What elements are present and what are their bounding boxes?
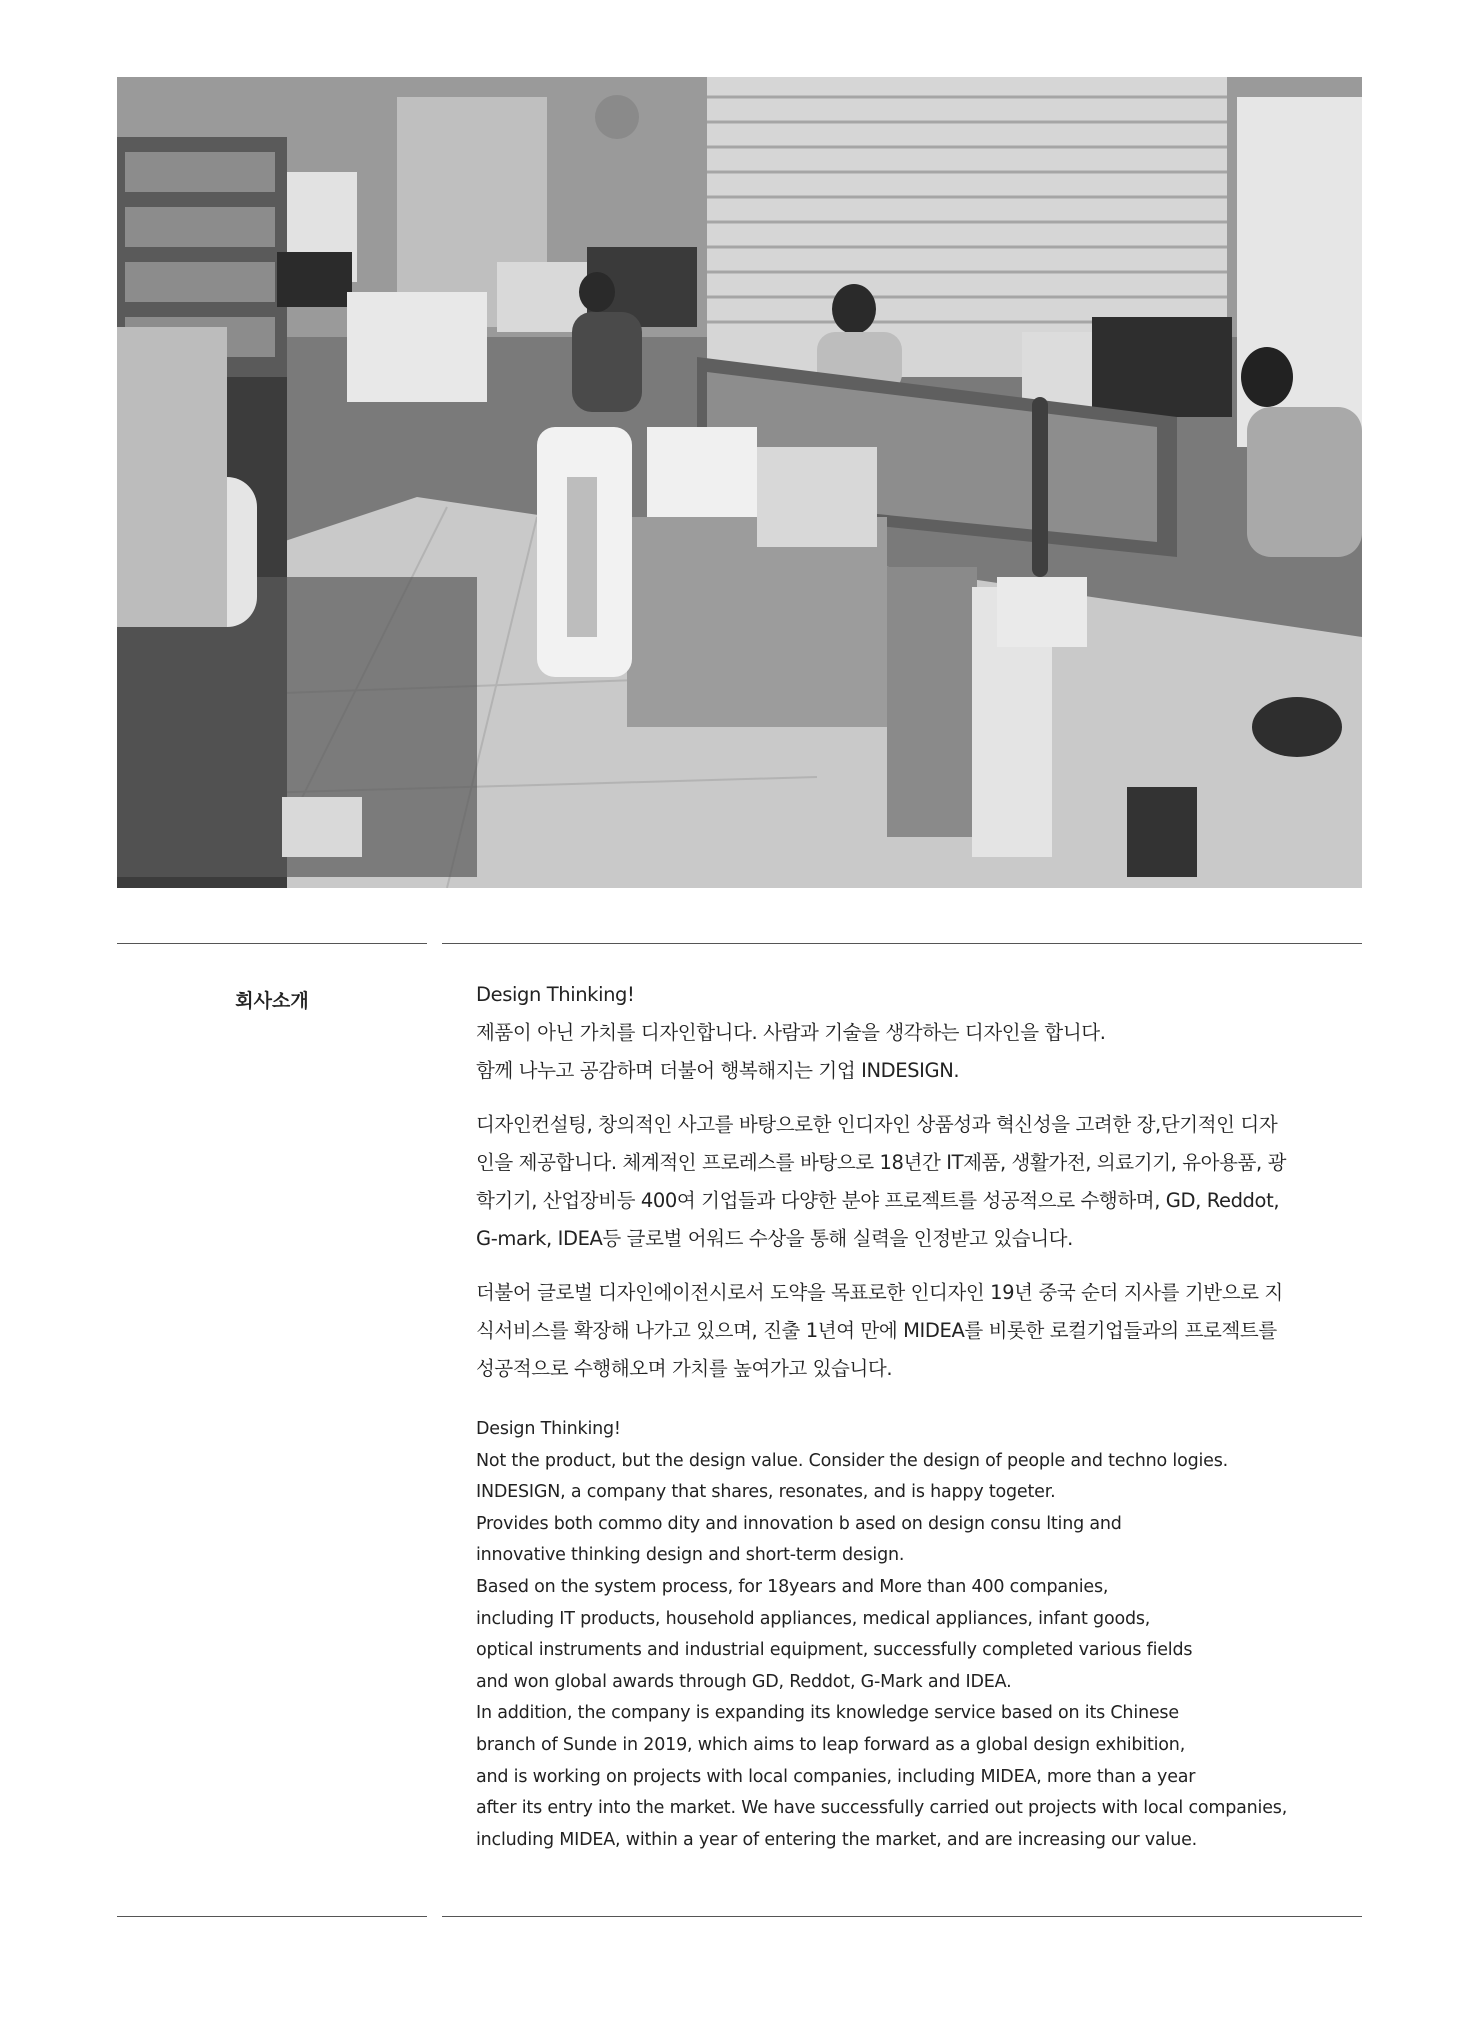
- office-photo-illustration: [117, 77, 1362, 888]
- korean-intro-line: 제품이 아닌 가치를 디자인합니다. 사람과 기술을 생각하는 디자인을 합니다.: [476, 1021, 1106, 1044]
- english-line: branch of Sunde in 2019, which aims to leap forward as a global design exhibition,: [476, 1734, 1186, 1755]
- korean-paragraph-1: [476, 1106, 1366, 1258]
- korean-paragraph-2: [476, 1274, 1366, 1388]
- divider-left-bottom: [117, 1916, 427, 1917]
- korean-text: [476, 976, 1366, 1388]
- divider-left-top: [117, 943, 427, 944]
- korean-paragraph-line: 디자인컨설팅, 창의적인 사고를 바탕으로한 인디자인 상품성과 혁신성을 고려한 장,단기적인 디자: [476, 1113, 1278, 1136]
- english-line: including IT products, household appliances, medical appliances, infant goods,: [476, 1608, 1151, 1629]
- korean-intro-line: 함께 나누고 공감하며 더불어 행복해지는 기업 INDESIGN.: [476, 1059, 960, 1082]
- company-intro-content: [476, 976, 1366, 1856]
- english-line: including MIDEA, within a year of entering the market, and are increasing our value.: [476, 1829, 1198, 1850]
- english-text: [476, 1414, 1366, 1856]
- korean-paragraph-line: 인을 제공합니다. 체계적인 프로레스를 바탕으로 18년간 IT제품, 생활가전, 의료기기, 유아용품, 광: [476, 1151, 1287, 1174]
- english-line: Not the product, but the design value. Consider the design of people and techno logies.: [476, 1450, 1229, 1471]
- korean-paragraph-line: 식서비스를 확장해 나가고 있으며, 진출 1년여 만에 MIDEA를 비롯한 로컬기업들과의 프로젝트를: [476, 1319, 1277, 1342]
- korean-paragraph-line: 더불어 글로벌 디자인에이전시로서 도약을 목표로한 인디자인 19년 중국 순더 지사를 기반으로 지: [476, 1281, 1283, 1304]
- english-line: Based on the system process, for 18years and More than 400 companies,: [476, 1576, 1109, 1597]
- english-line: innovative thinking design and short-term design.: [476, 1545, 905, 1566]
- section-label: 회사소개: [235, 990, 309, 1012]
- english-line: after its entry into the market. We have successfully carried out projects with local companies,: [476, 1798, 1288, 1819]
- office-photo: [117, 77, 1362, 888]
- korean-intro-line: Design Thinking!: [476, 983, 635, 1006]
- english-line: In addition, the company is expanding its knowledge service based on its Chinese: [476, 1703, 1179, 1724]
- korean-paragraph-line: 학기기, 산업장비등 400여 기업들과 다양한 분야 프로젝트를 성공적으로 수행하며, GD, Reddot,: [476, 1189, 1280, 1212]
- english-line: optical instruments and industrial equipment, successfully completed various fields: [476, 1640, 1193, 1661]
- divider-right-top: [442, 943, 1362, 944]
- english-line: INDESIGN, a company that shares, resonates, and is happy togeter.: [476, 1482, 1056, 1503]
- divider-right-bottom: [442, 1916, 1362, 1917]
- korean-paragraph-line: 성공적으로 수행해오며 가치를 높여가고 있습니다.: [476, 1357, 893, 1380]
- english-line: Design Thinking!: [476, 1419, 621, 1439]
- korean-intro: [476, 976, 1366, 1090]
- english-line: and won global awards through GD, Reddot, G-Mark and IDEA.: [476, 1671, 1012, 1692]
- korean-paragraph-line: G-mark, IDEA등 글로벌 어워드 수상을 통해 실력을 인정받고 있습니다.: [476, 1227, 1073, 1250]
- english-line: Provides both commo dity and innovation b ased on design consu lting and: [476, 1513, 1122, 1534]
- english-line: and is working on projects with local companies, including MIDEA, more than a year: [476, 1766, 1196, 1787]
